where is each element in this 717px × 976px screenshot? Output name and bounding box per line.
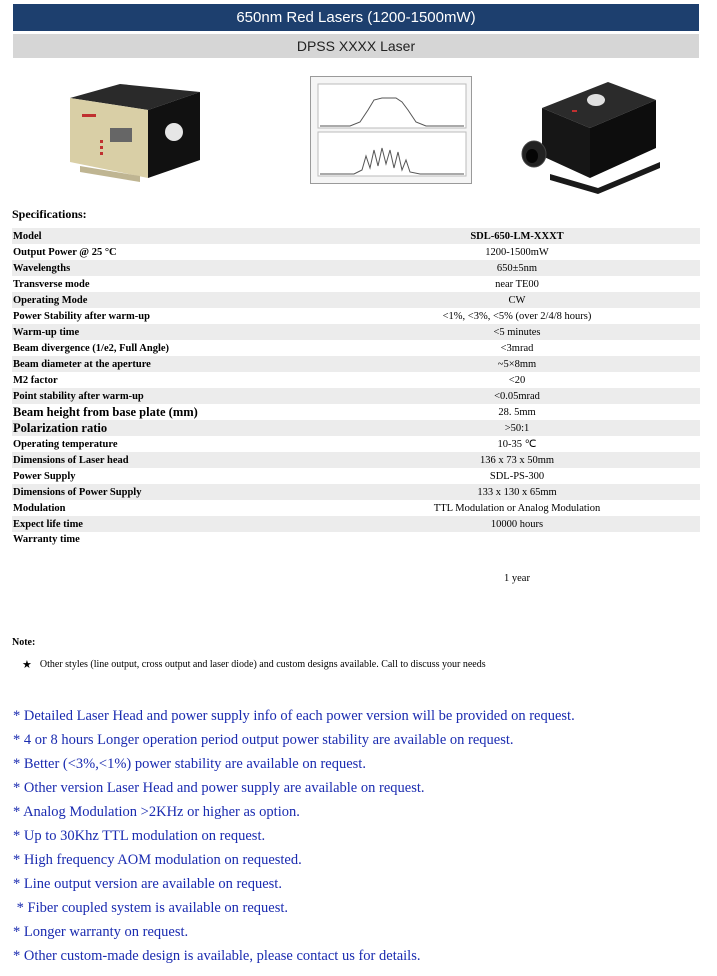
list-item: * Line output version are available on request. xyxy=(13,876,282,892)
specifications-table xyxy=(12,228,700,587)
power-supply-photo xyxy=(60,70,225,190)
spec-value: 28. 5mm xyxy=(498,406,536,418)
table-row xyxy=(12,260,700,276)
spec-value: <0.05mrad xyxy=(333,388,700,404)
table-row xyxy=(12,228,700,244)
spec-value: <3mrad xyxy=(500,342,534,354)
laser-head-photo xyxy=(510,70,660,195)
table-row xyxy=(12,388,700,404)
spec-value: SDL-650-LM-XXXT xyxy=(333,228,700,244)
list-item: * Better (<3%,<1%) power stability are available on request. xyxy=(13,756,366,772)
table-row xyxy=(12,420,700,436)
table-row xyxy=(12,532,700,587)
spec-label: Warranty time xyxy=(13,534,80,545)
spec-value: 10000 hours xyxy=(333,516,700,532)
options-list xyxy=(13,704,575,968)
spec-label: Beam divergence (1/e2, Full Angle) xyxy=(13,342,170,354)
table-row xyxy=(12,324,700,340)
spec-label: Wavelengths xyxy=(12,260,333,276)
specifications-heading: Specifications: xyxy=(12,207,87,221)
table-row xyxy=(12,244,700,260)
spec-value: 136 x 73 x 50mm xyxy=(333,452,700,468)
list-item: * Other version Laser Head and power supply are available on request. xyxy=(13,780,425,796)
table-row xyxy=(12,404,700,420)
table-row xyxy=(12,276,700,292)
spec-label: Dimensions of Laser head xyxy=(12,452,333,468)
beam-profile-graph xyxy=(310,76,472,184)
list-item: * Longer warranty on request. xyxy=(13,924,189,940)
list-item: * Up to 30Khz TTL modulation on request. xyxy=(13,828,266,844)
spec-value: CW xyxy=(333,292,700,308)
spec-label: Modulation xyxy=(13,502,66,514)
list-item: * Detailed Laser Head and power supply info of each power version will be provided on request. xyxy=(13,708,575,724)
spec-label: Operating temperature xyxy=(13,438,118,450)
table-row xyxy=(12,452,700,468)
spec-value: TTL Modulation or Analog Modulation xyxy=(433,502,601,514)
spec-label: Expect life time xyxy=(12,516,333,532)
spec-value: <20 xyxy=(508,374,526,386)
list-item: * Analog Modulation >2KHz or higher as option. xyxy=(13,804,300,820)
table-row xyxy=(12,308,700,324)
table-row xyxy=(12,356,700,372)
spec-value: 650±5nm xyxy=(333,260,700,276)
note-label: Note: xyxy=(12,637,36,648)
star-icon: ★ xyxy=(22,658,32,671)
spec-value: ~5×8mm xyxy=(333,356,700,372)
spec-value: SDL-PS-300 xyxy=(489,470,545,482)
note-item xyxy=(22,658,486,671)
table-row xyxy=(12,484,700,500)
table-row xyxy=(12,292,700,308)
spec-label: Power Supply xyxy=(13,470,76,482)
table-row xyxy=(12,468,700,484)
spec-label: Output Power @ 25 °C xyxy=(13,246,117,258)
spec-label: Dimensions of Power Supply xyxy=(12,484,333,500)
spec-label: Power Stability after warm-up xyxy=(13,310,150,322)
spec-value: >50:1 xyxy=(333,420,700,436)
page-title: 650nm Red Lasers (1200-1500mW) xyxy=(13,4,699,31)
product-subtitle: DPSS XXXX Laser xyxy=(13,34,699,58)
table-row xyxy=(12,372,700,388)
spec-value: <1%, <3%, <5% (over 2/4/8 hours) xyxy=(442,310,592,322)
spec-label: Polarization ratio xyxy=(12,420,333,436)
spec-value: 133 x 130 x 65mm xyxy=(333,484,700,500)
spec-value: 1200-1500mW xyxy=(485,246,549,258)
table-row xyxy=(12,516,700,532)
list-item: * 4 or 8 hours Longer operation period output power stability are available on request. xyxy=(13,732,514,748)
spec-label: Model xyxy=(12,228,333,244)
spec-value: near TE00 xyxy=(495,278,539,290)
spec-label: Beam height from base plate (mm) xyxy=(13,404,198,419)
spec-value: 10-35 ℃ xyxy=(497,439,537,450)
table-row xyxy=(12,436,700,452)
spec-value: <5 minutes xyxy=(333,324,700,340)
list-item: * High frequency AOM modulation on requested. xyxy=(13,852,302,868)
spec-label: Warm-up time xyxy=(12,324,333,340)
spec-label: Transverse mode xyxy=(13,278,90,290)
list-item: * Other custom-made design is available, please contact us for details. xyxy=(13,948,421,964)
table-row xyxy=(12,500,700,516)
spec-label: Point stability after warm-up xyxy=(12,388,333,404)
spec-label: Beam diameter at the aperture xyxy=(12,356,333,372)
spec-label: M2 factor xyxy=(13,374,58,386)
spec-value: 1 year xyxy=(504,573,530,584)
table-row xyxy=(12,340,700,356)
note-text: Other styles (line output, cross output and laser diode) and custom designs available. Call to discuss your needs xyxy=(39,659,486,670)
list-item: * Fiber coupled system is available on request. xyxy=(13,900,289,916)
spec-label: Operating Mode xyxy=(12,292,333,308)
